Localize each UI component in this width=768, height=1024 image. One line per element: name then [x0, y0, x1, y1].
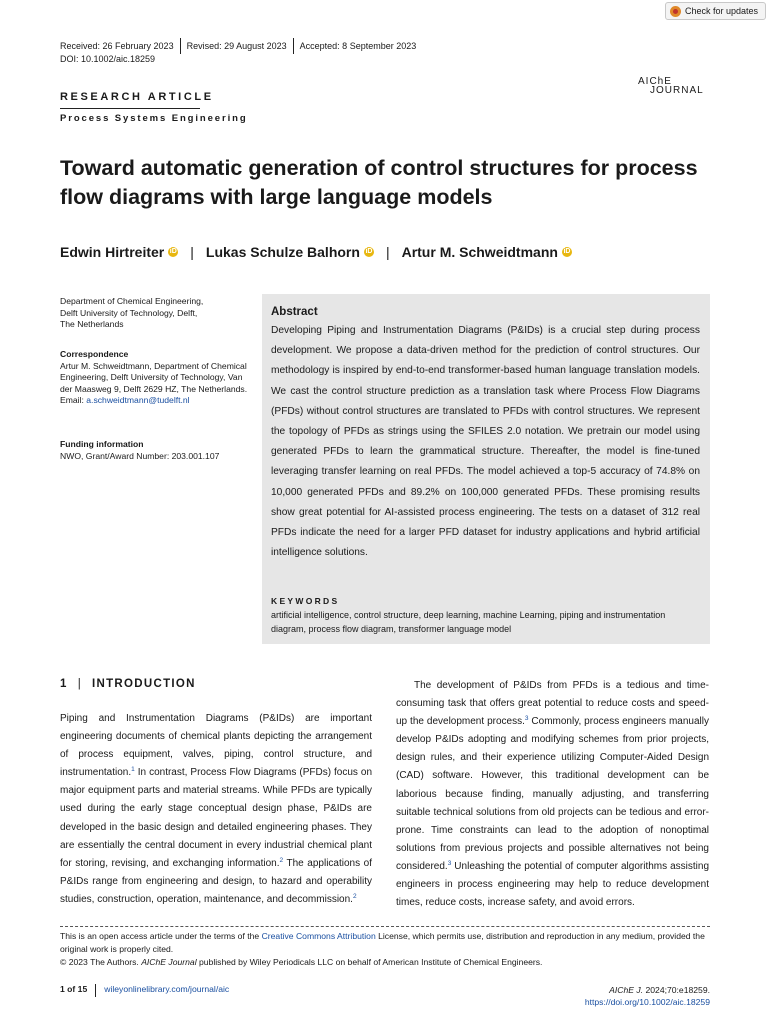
crossmark-icon	[670, 6, 681, 17]
affiliation-line: The Netherlands	[60, 319, 124, 330]
footer-divider	[60, 926, 710, 927]
affiliation-line: Delft University of Technology, Delft,	[60, 307, 198, 318]
received-date: Received: 26 February 2023	[60, 41, 174, 51]
license-text	[60, 930, 720, 956]
keywords-text: artificial intelligence, control structure, deep learning, machine Learning, piping and instrumentation diagram, process flow diagram, transformer language model	[271, 610, 666, 634]
copyright-text	[60, 956, 720, 969]
subject-category: Process Systems Engineering	[60, 113, 248, 124]
journal-logo-line2: JOURNAL	[650, 84, 704, 96]
author-name: Artur M. Schweidtmann	[401, 244, 558, 260]
journal-logo-line1: AIChE	[638, 76, 672, 87]
license-notice	[60, 930, 720, 969]
page-number: 1 of 15	[60, 984, 88, 994]
abstract-heading: Abstract	[271, 306, 318, 318]
citation-rest: 2024;70:e18259.	[643, 985, 710, 995]
text-segment: Unleashing the potential of computer algorithms assisting engineers in process engineering may help to reduce development times, reduce costs, increase safety, and avoid errors.	[396, 860, 709, 909]
orcid-icon[interactable]: iD	[169, 248, 177, 255]
affiliation-line: Department of Chemical Engineering,	[60, 296, 204, 306]
journal-url-link[interactable]: wileyonlinelibrary.com/journal/aic	[104, 984, 230, 994]
reference-link[interactable]: 3	[447, 859, 452, 867]
article-type: RESEARCH ARTICLE	[60, 91, 214, 103]
footer-separator	[95, 984, 96, 997]
text-segment: The applications of P&IDs range from engineering and design, to hazard and operability studies, construction, operation, maintenance, and decommission.	[60, 857, 372, 905]
text-segment: In contrast, Process Flow Diagrams (PFDs) focus on major equipment parts and material streams. While PFDs are typically used during the early stage conceptual design phase, P&IDs are developed in the basic design and detailed engineering phases. They are essentially the central document in every industrial chemical plant for storing, revising, and exchanging information.	[60, 767, 372, 869]
license-pre: This is an open access article under the terms of the	[60, 931, 262, 941]
reference-link[interactable]: 3	[524, 715, 529, 723]
article-dates	[60, 38, 416, 54]
funding-text: NWO, Grant/Award Number: 203.001.107	[60, 450, 220, 461]
text-segment: The development of P&IDs from PFDs is a tedious and time-consuming task that offers great potential to reduce costs and speed-up the development process.	[396, 680, 709, 728]
check-for-updates-button[interactable]	[665, 2, 766, 20]
author-separator: |	[190, 244, 194, 260]
doi-link[interactable]: https://doi.org/10.1002/aic.18259	[584, 997, 710, 1008]
intro-paragraph-1	[60, 710, 372, 909]
text-segment: Commonly, process engineers manually develop P&IDs adopting and modifying schemes from prior projects, design rules, and their experience utilizing Computer-Aided Design (CAD) software. However, this traditional development can be laborious because finding, manually adjusting, and transferring suitable technical solutions from old projects can be tedious and error-prone. Time constraints can lead to the adoption of nonoptimal solutions from previous projects and possible alternatives not being considered.	[396, 716, 709, 872]
copyright-journal: AIChE Journal	[141, 956, 197, 967]
keywords-heading: KEYWORDS	[271, 596, 340, 606]
revised-date: Revised: 29 August 2023	[186, 41, 287, 51]
section-heading	[60, 678, 196, 690]
author-list	[60, 244, 572, 260]
copyright-pre: © 2023 The Authors.	[60, 956, 142, 967]
section-number: 1	[60, 678, 68, 690]
text-segment: Piping and Instrumentation Diagrams (P&IDs) are important engineering documents of chemical plants depicting the arrangement of process equipment, valves, piping, control structure, and instrumentation.	[60, 713, 372, 779]
citation-line	[585, 984, 710, 996]
section-separator: |	[77, 678, 82, 690]
email-label: Email:	[60, 395, 84, 406]
date-separator	[180, 38, 181, 54]
correspondence-email-line	[60, 395, 250, 407]
funding-heading: Funding information	[60, 439, 144, 449]
citation-journal: AIChE J.	[609, 985, 644, 995]
correspondence	[60, 349, 250, 407]
reference-link[interactable]: 2	[352, 892, 357, 900]
abstract-text: Developing Piping and Instrumentation Diagrams (P&IDs) is a crucial step during process development. We propose a data-driven method for the prediction of control structures. Our methodology is inspired by end-to-end transformer-based human language translation models. We cast the control structure prediction as a translation task where Process Flow Diagrams (PFDs) without control structures are translated to PFDs with control structures. We represent the topology of PFDs as strings using the SFILES 2.0 notation. We pretrain our model using generated PFDs to learn the grammatical structure. Thereafter, the model is fine-tuned leveraging transfer learning on real PFDs. The model achieved a top-5 accuracy of 74.8% on 10,000 generated PFDs and 89.2% on 100,000 generated PFDs. These promising results show great potential for AI-assisted process engineering. The tests on a dataset of 312 real PFDs indicate the need for a larger PFD dataset for industry applications and hybrid artificial intelligence solutions.	[271, 325, 700, 559]
paper-title: Toward automatic generation of control structures for process flow diagrams with large language models	[60, 156, 698, 209]
copyright-post: published by Wiley Periodicals LLC on behalf of American Institute of Chemical Engineers.	[196, 956, 543, 967]
accepted-date: Accepted: 8 September 2023	[299, 41, 417, 51]
author-name: Edwin Hirtreiter	[60, 244, 165, 260]
author-name: Lukas Schulze Balhorn	[205, 244, 360, 260]
affiliation	[60, 296, 250, 331]
orcid-icon[interactable]: iD	[365, 248, 373, 255]
author-separator: |	[385, 244, 390, 260]
intro-paragraph-2	[396, 677, 709, 912]
correspondence-text: Artur M. Schweidtmann, Department of Chemical Engineering, Delft University of Technology, Van der Maasweg 9, Delft 2629 HZ, The Netherlands.	[60, 360, 248, 394]
license-post: License, which permits use, distribution and reproduction in any medium, provided the original work is properly cited.	[60, 931, 705, 954]
funding-info	[60, 439, 250, 462]
page-footer-left	[60, 984, 229, 997]
header-rule	[60, 108, 200, 109]
section-title: INTRODUCTION	[92, 678, 196, 690]
orcid-icon[interactable]: iD	[563, 248, 571, 255]
reference-link[interactable]: 1	[131, 766, 135, 774]
journal-logo	[638, 78, 704, 95]
email-link[interactable]: a.schweidtmann@tudelft.nl	[86, 395, 190, 406]
license-link[interactable]: Creative Commons Attribution	[261, 931, 376, 941]
date-separator	[293, 38, 294, 54]
page-footer-right	[585, 984, 710, 1009]
correspondence-heading: Correspondence	[60, 349, 129, 359]
abstract-box	[262, 294, 710, 644]
doi: DOI: 10.1002/aic.18259	[60, 54, 156, 64]
check-for-updates-label: Check for updates	[684, 6, 758, 16]
reference-link[interactable]: 2	[279, 856, 284, 864]
